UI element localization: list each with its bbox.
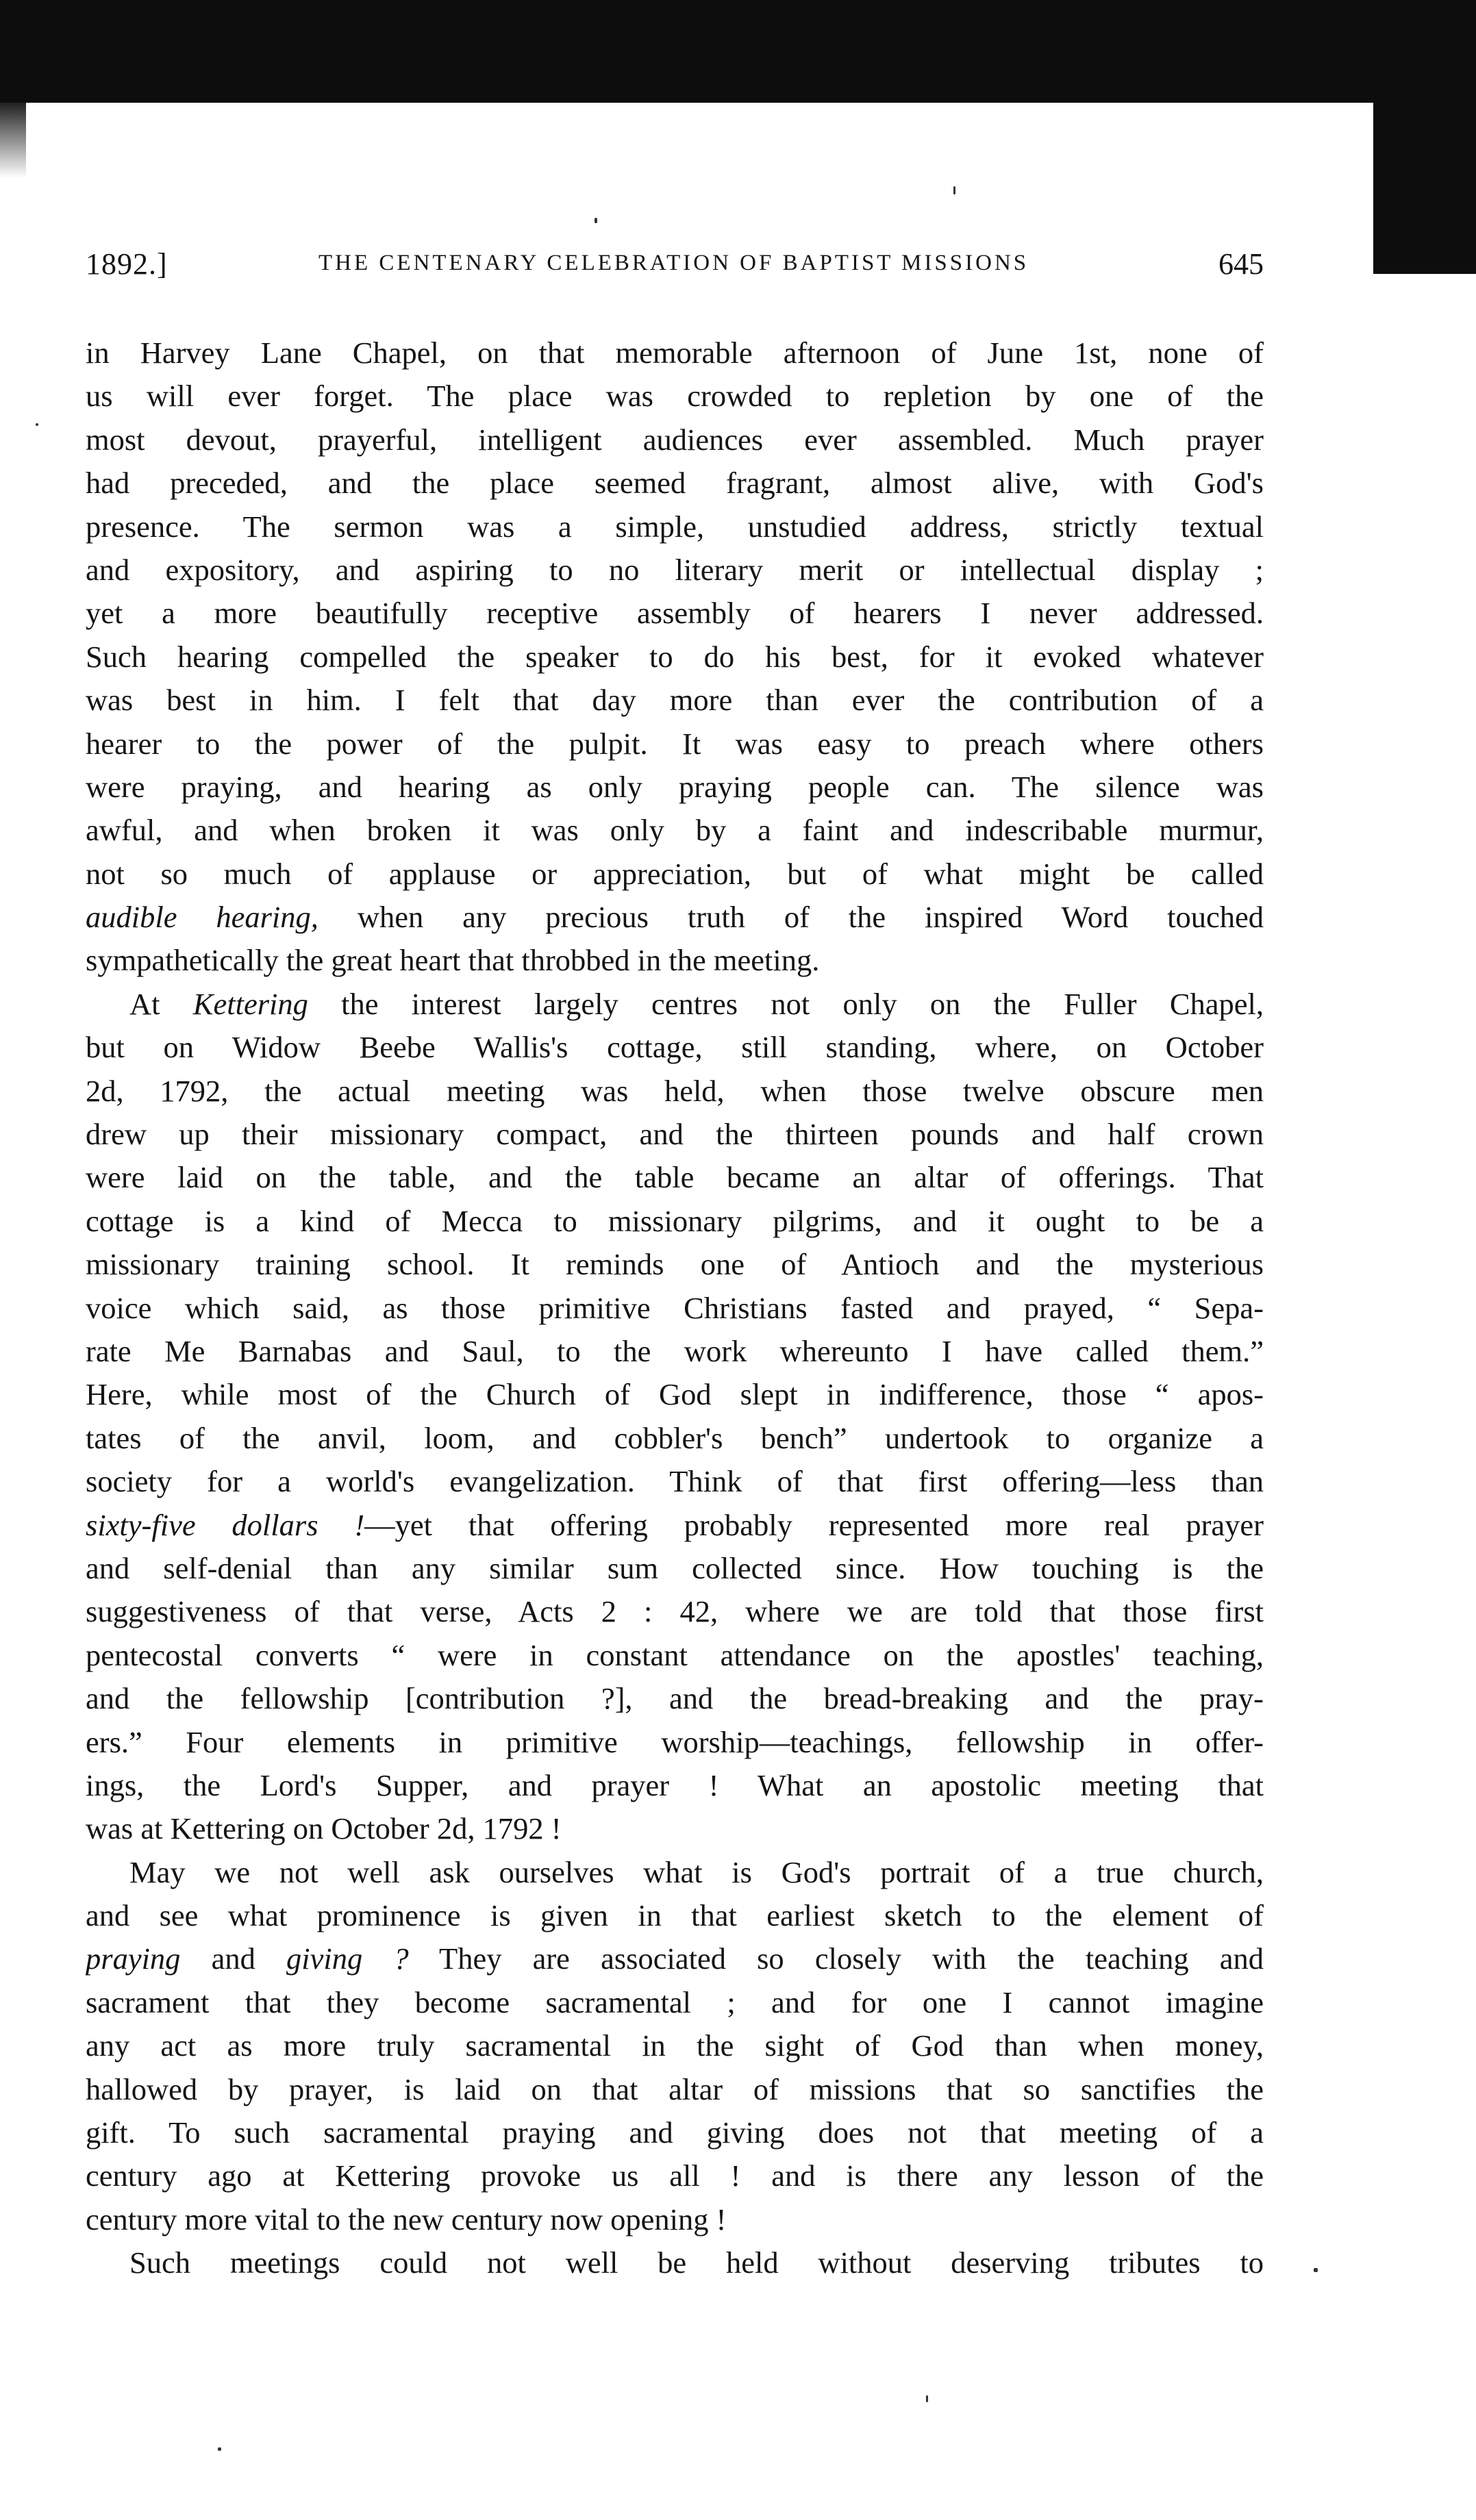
text-line [86, 1547, 1264, 1590]
text-line [86, 1894, 1264, 1937]
print-speck [1314, 2268, 1318, 2272]
text-line [86, 766, 1264, 809]
text-line [86, 1373, 1264, 1416]
text-run: Such meetings could not well be held without deserving tributes to [129, 2245, 1264, 2280]
print-speck [595, 218, 597, 223]
text-line [86, 1026, 1264, 1069]
text-line [86, 939, 1264, 982]
text-run: Such hearing compelled the speaker to do his best, for it evoked whatever [86, 639, 1264, 674]
text-line [86, 331, 1264, 375]
body-text [86, 331, 1264, 2285]
text-run: society for a world's evangelization. Think of that first offering—less than [86, 1464, 1264, 1499]
text-line [86, 722, 1264, 766]
text-run: sacrament that they become sacramental ; and for one I cannot imagine [86, 1985, 1264, 2019]
text-line [86, 1287, 1264, 1330]
text-run: and the fellowship [contribution ?], and the bread-breaking and the pray- [86, 1681, 1264, 1716]
scan-edge-right [1373, 0, 1476, 274]
text-line [86, 1070, 1264, 1113]
italic-text: Kettering [192, 986, 308, 1021]
text-run: ings, the Lord's Supper, and prayer ! What an apostolic meeting that [86, 1767, 1264, 1802]
italic-text: giving ? [286, 1941, 409, 1976]
text-line [86, 1243, 1264, 1286]
text-line [86, 1851, 1264, 1894]
text-line [86, 1721, 1264, 1764]
text-line [86, 375, 1264, 418]
text-line [86, 592, 1264, 635]
page-number: 645 [1218, 247, 1264, 281]
header-year: 1892.] [86, 247, 168, 281]
text-run: rate Me Barnabas and Saul, to the work whereunto I have called them.” [86, 1333, 1264, 1368]
text-run: was at Kettering on October 2d, 1792 ! [86, 1811, 562, 1846]
text-run: hearer to the power of the pulpit. It was easy to preach where others [86, 726, 1264, 761]
italic-text: praying [86, 1941, 181, 1976]
text-line [86, 896, 1264, 939]
text-run: not so much of applause or appreciation, but of what might be called [86, 856, 1264, 891]
text-run: awful, and when broken it was only by a faint and indescribable murmur, [86, 813, 1264, 848]
text-line [86, 462, 1264, 505]
text-line [86, 1330, 1264, 1373]
text-run: but on Widow Beebe Wallis's cottage, still standing, where, on October [86, 1030, 1264, 1065]
text-run: At [129, 986, 193, 1021]
text-run: May we not well ask ourselves what is God's portrait of a true church, [129, 1854, 1264, 1889]
print-speck [926, 2395, 928, 2402]
scan-edge-top [0, 0, 1476, 103]
scan-edge-left [0, 96, 26, 178]
text-line [86, 2111, 1264, 2154]
text-line [86, 1807, 1264, 1850]
running-head [86, 247, 1264, 288]
text-run: hallowed by prayer, is laid on that altar of missions that so sanctifies the [86, 2071, 1264, 2106]
text-run: when any precious truth of the inspired Word touched [318, 900, 1264, 935]
text-run: were praying, and hearing as only praying people can. The silence was [86, 769, 1264, 804]
text-line [86, 1417, 1264, 1460]
text-line [86, 1460, 1264, 1503]
text-line [86, 1634, 1264, 1677]
text-run: presence. The sermon was a simple, unstudied address, strictly textual [86, 509, 1264, 544]
text-run: us will ever forget. The place was crowded to repletion by one of the [86, 379, 1264, 414]
text-line [86, 1200, 1264, 1243]
text-line [86, 983, 1264, 1026]
text-run: century ago at Kettering provoke us all ! and is there any lesson of the [86, 2158, 1264, 2193]
text-run: gift. To such sacramental praying and giving does not that meeting of a [86, 2115, 1264, 2150]
text-run: in Harvey Lane Chapel, on that memorable afternoon of June 1st, none of [86, 336, 1264, 370]
text-line [86, 809, 1264, 852]
text-run: pentecostal converts “ were in constant attendance on the apostles' teaching, [86, 1637, 1264, 1672]
text-run: They are associated so closely with the teaching and [408, 1941, 1264, 1976]
text-run: drew up their missionary compact, and the thirteen pounds and half crown [86, 1117, 1264, 1152]
text-run: —yet that offering probably represented more real prayer [364, 1507, 1264, 1542]
text-run: and see what prominence is given in that earliest sketch to the element of [86, 1898, 1264, 1933]
text-run: was best in him. I felt that day more than ever the contribution of a [86, 683, 1264, 718]
text-run: sympathetically the great heart that throbbed in the meeting. [86, 943, 820, 978]
text-run: and self-denial than any similar sum collected since. How touching is the [86, 1550, 1264, 1585]
text-run: were laid on the table, and the table became an altar of offerings. That [86, 1160, 1264, 1195]
text-run: most devout, prayerful, intelligent audiences ever assembled. Much prayer [86, 422, 1264, 457]
text-run: any act as more truly sacramental in the sight of God than when money, [86, 2028, 1264, 2063]
text-line [86, 2198, 1264, 2241]
text-line [86, 679, 1264, 722]
text-line [86, 1981, 1264, 2024]
text-run: and expository, and aspiring to no literary merit or intellectual display ; [86, 552, 1264, 587]
print-speck [218, 2447, 221, 2451]
text-run: suggestiveness of that verse, Acts 2 : 42, where we are told that those first [86, 1594, 1264, 1629]
text-line [86, 1504, 1264, 1547]
text-run: cottage is a kind of Mecca to missionary pilgrims, and it ought to be a [86, 1203, 1264, 1238]
text-line [86, 549, 1264, 592]
text-line [86, 1590, 1264, 1633]
text-line [86, 418, 1264, 462]
italic-text: audible hearing, [86, 900, 318, 935]
text-run: missionary training school. It reminds one of Antioch and the mysterious [86, 1247, 1264, 1282]
text-line [86, 2024, 1264, 2067]
text-line [86, 505, 1264, 549]
text-line [86, 853, 1264, 896]
text-line [86, 1937, 1264, 1980]
text-line [86, 2241, 1264, 2284]
text-run: yet a more beautifully receptive assembly of hearers I never addressed. [86, 596, 1264, 631]
text-line [86, 1764, 1264, 1807]
text-run: ers.” Four elements in primitive worship—teachings, fellowship in offer- [86, 1724, 1264, 1759]
print-speck [36, 423, 38, 426]
italic-text: sixty-five dollars ! [86, 1507, 365, 1542]
text-line [86, 2154, 1264, 2197]
text-line [86, 2068, 1264, 2111]
text-run: century more vital to the new century now opening ! [86, 2202, 727, 2236]
text-run: 2d, 1792, the actual meeting was held, when those twelve obscure men [86, 1073, 1264, 1108]
header-title: THE CENTENARY CELEBRATION OF BAPTIST MISSIONS [318, 251, 1029, 275]
text-run: the interest largely centres not only on the Fuller Chapel, [308, 986, 1264, 1021]
text-run: had preceded, and the place seemed fragrant, almost alive, with God's [86, 466, 1264, 501]
text-line [86, 635, 1264, 679]
text-run: Here, while most of the Church of God slept in indifference, those “ apos- [86, 1377, 1264, 1412]
text-line [86, 1156, 1264, 1199]
text-run: voice which said, as those primitive Christians fasted and prayed, “ Sepa- [86, 1290, 1264, 1325]
print-speck [953, 186, 955, 194]
text-line [86, 1677, 1264, 1720]
text-run: tates of the anvil, loom, and cobbler's bench” undertook to organize a [86, 1420, 1264, 1455]
text-line [86, 1113, 1264, 1156]
text-run: and [180, 1941, 287, 1976]
